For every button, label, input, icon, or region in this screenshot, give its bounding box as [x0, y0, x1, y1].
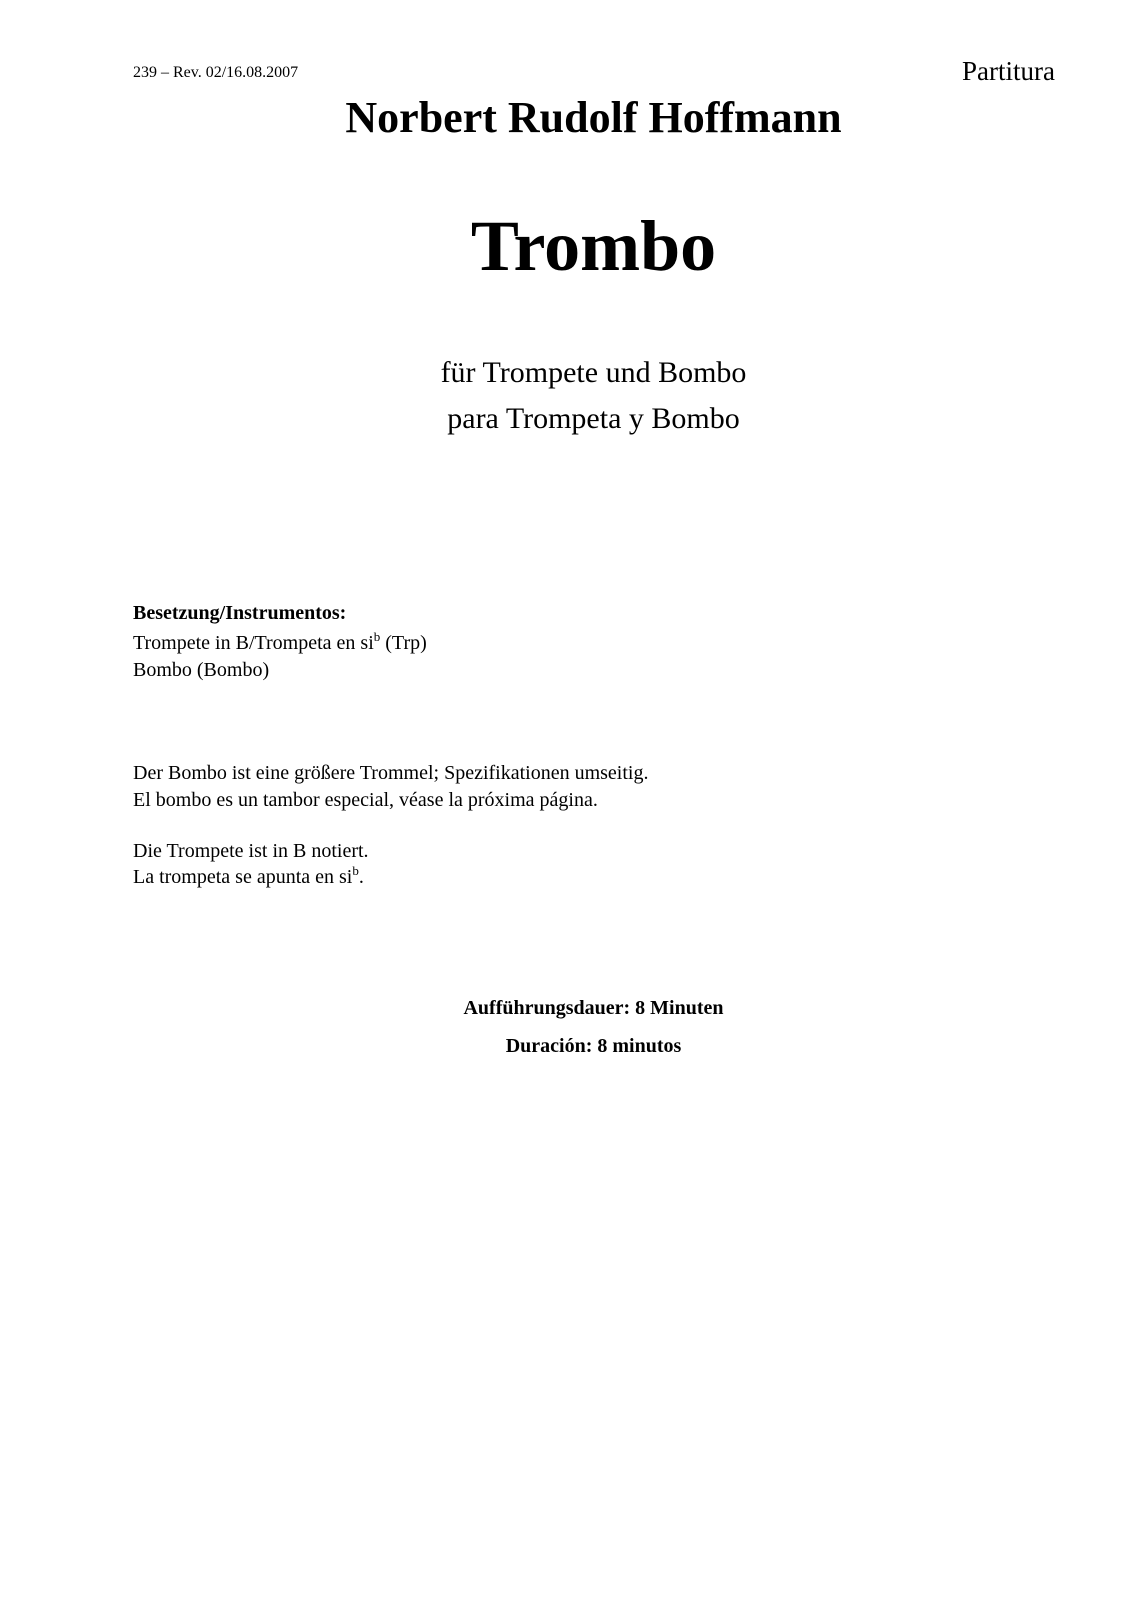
instrument-trumpet — [133, 629, 427, 655]
subtitle-spanish: para Trompeta y Bombo — [447, 402, 740, 435]
flat-superscript: b — [373, 629, 381, 644]
note-trumpet-spanish — [133, 863, 364, 889]
instrument-bombo: Bombo (Bombo) — [133, 659, 270, 681]
work-title: Trombo — [470, 206, 717, 286]
instrument-trumpet-abbrev: (Trp) — [380, 632, 427, 654]
note-bombo-german: Der Bombo ist eine größere Trommel; Spezifikationen umseitig. — [133, 762, 649, 784]
document-type-label: Partitura — [962, 56, 1055, 86]
document-revision-id: 239 – Rev. 02/16.08.2007 — [133, 64, 299, 81]
composer-name: Norbert Rudolf Hoffmann — [345, 93, 842, 142]
note-bombo-spanish: El bombo es un tambor especial, véase la próxima página. — [133, 789, 598, 811]
note-trumpet-spanish-end: . — [358, 866, 364, 888]
subtitle-german: für Trompete und Bombo — [440, 356, 747, 389]
instrument-trumpet-text: Trompete in B/Trompeta en si — [133, 632, 374, 654]
note-trumpet-spanish-text: La trompeta se apunta en si — [133, 866, 353, 888]
duration-german: Aufführungsdauer: 8 Minuten — [463, 997, 724, 1019]
duration-spanish: Duración: 8 minutos — [505, 1035, 682, 1057]
flat-superscript: b — [352, 863, 359, 878]
instrumentation-heading: Besetzung/Instrumentos: — [133, 602, 347, 624]
note-trumpet-german: Die Trompete ist in B notiert. — [133, 840, 369, 862]
